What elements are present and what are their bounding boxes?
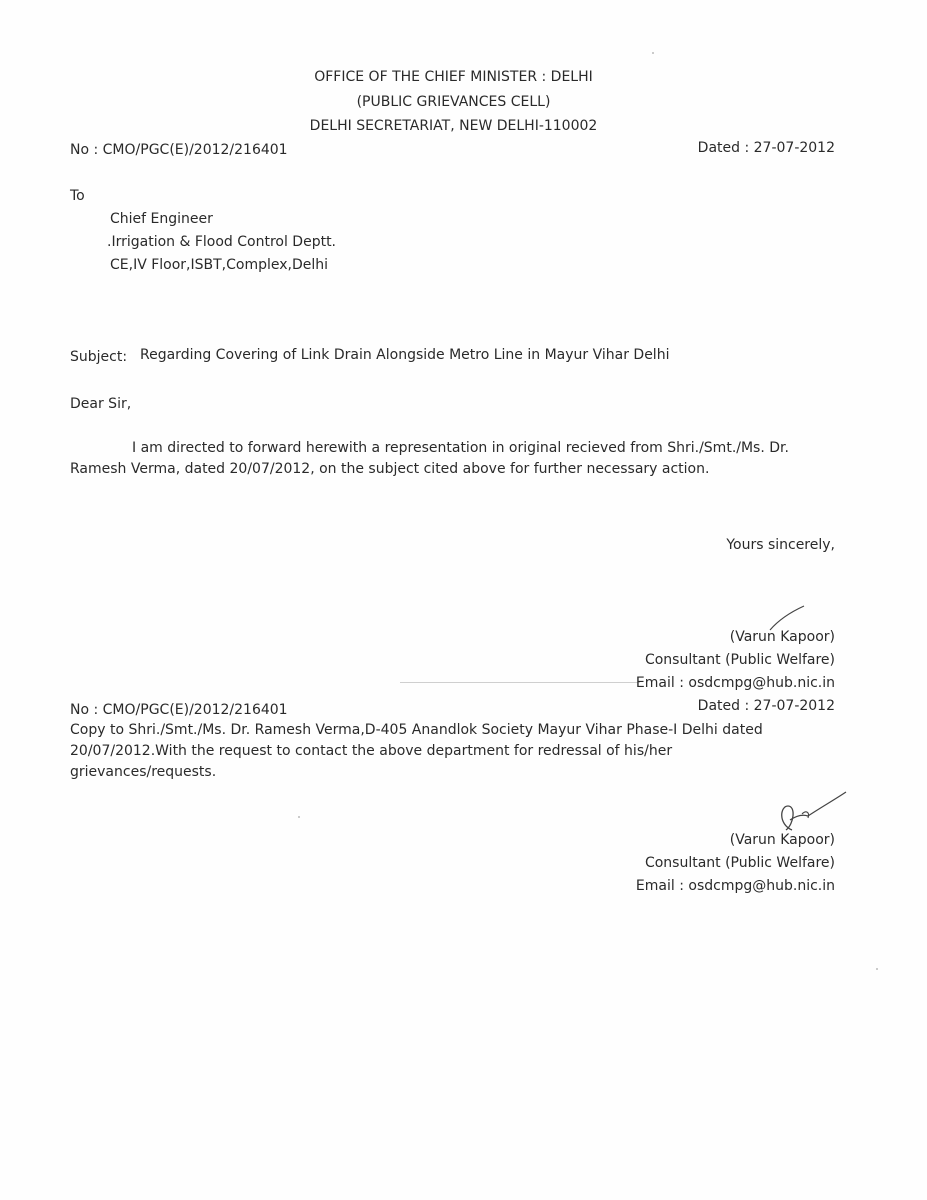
subject-label: Subject: <box>70 349 128 365</box>
closing: Yours sincerely, <box>726 537 835 553</box>
to-label: To <box>70 188 85 204</box>
reference-date: Dated : 27-07-2012 <box>697 140 835 156</box>
copy-reference-number: No : CMO/PGC(E)/2012/216401 <box>70 702 288 718</box>
reference-number: No : CMO/PGC(E)/2012/216401 <box>70 142 288 158</box>
signature-mark <box>772 790 850 836</box>
faint-rule <box>400 682 640 683</box>
salutation: Dear Sir, <box>70 396 132 412</box>
subject-text: Regarding Covering of Link Drain Alongside Metro Line in Mayur Vihar Delhi <box>140 347 670 363</box>
cell-title: (PUBLIC GRIEVANCES CELL) <box>356 94 551 110</box>
signatory-email: Email : osdcmpg@hub.nic.in <box>635 878 835 894</box>
office-title: OFFICE OF THE CHIEF MINISTER : DELHI <box>314 69 593 85</box>
copy-text: Copy to Shri./Smt./Ms. Dr. Ramesh Verma,D-405 Anandlok Society Mayur Vihar Phase-I Delhi dated 20/07/2012.With the request to contact the above department for redressal of his/her grievances/requests. <box>70 722 763 780</box>
scan-speck <box>652 52 654 54</box>
signatory-name: (Varun Kapoor) <box>729 629 835 645</box>
addressee-line: .Irrigation & Flood Control Deptt. <box>107 234 337 250</box>
signatory-title: Consultant (Public Welfare) <box>644 652 835 668</box>
signatory-title: Consultant (Public Welfare) <box>644 855 835 871</box>
office-address: DELHI SECRETARIAT, NEW DELHI-110002 <box>309 118 598 134</box>
addressee-line: Chief Engineer <box>110 211 213 227</box>
signatory-name: (Varun Kapoor) <box>729 832 835 848</box>
scan-speck <box>876 968 878 970</box>
signatory-email: Email : osdcmpg@hub.nic.in <box>635 675 835 691</box>
addressee-line: CE,IV Floor,ISBT,Complex,Delhi <box>110 257 329 273</box>
copy-reference-date: Dated : 27-07-2012 <box>697 698 835 714</box>
body-paragraph: I am directed to forward herewith a representation in original recieved from Shri./Smt./Ms. Dr. Ramesh Verma, dated 20/07/2012, on the subject cited above for further necessary action. <box>70 440 789 477</box>
signature-mark <box>768 604 808 632</box>
scan-speck <box>298 816 300 818</box>
